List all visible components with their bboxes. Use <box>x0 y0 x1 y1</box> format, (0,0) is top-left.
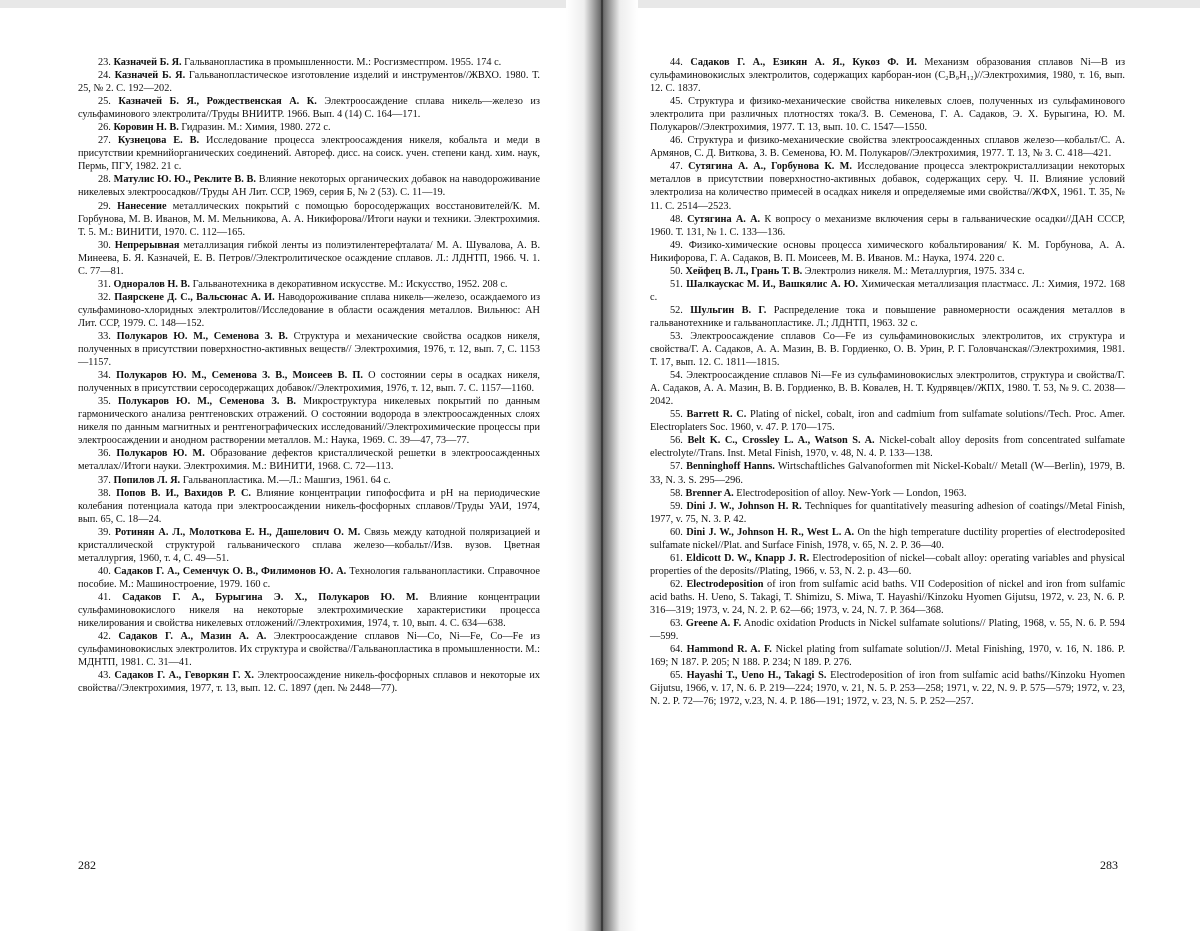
reference-number: 44. <box>670 57 683 68</box>
reference-number: 50. <box>670 265 683 277</box>
reference-entry <box>650 265 1125 278</box>
reference-authors: Dini J. W., Johnson H. R. <box>686 500 802 512</box>
reference-authors: Казначей Б. Я. <box>114 70 186 82</box>
reference-text: Wirtschaftliches Galvanoformen mit Nickel-Kobalt// Metall (W—Berlin), 1979, B. 33, N. 3. S. 295—296. <box>650 461 1125 486</box>
reference-number: 38. <box>98 487 111 499</box>
reference-authors: Садаков Г. А., Езикян А. Я., Кукоз Ф. И. <box>690 57 917 68</box>
reference-authors: Кузнецова Е. В. <box>117 135 200 147</box>
reference-number: 52. <box>670 304 683 316</box>
reference-entry <box>78 200 540 239</box>
reference-entry <box>78 291 540 330</box>
reference-number: 28. <box>98 174 111 186</box>
reference-authors: Dini J. W., Johnson H. R., West L. A. <box>686 526 855 538</box>
reference-number: 55. <box>670 409 683 421</box>
reference-authors: Одноралов Н. В. <box>113 278 190 290</box>
reference-text: Механизм образования сплавов Ni—B из сульфаминовокислых электролитов, содержащих карборан-ион (C₂B₉H₁₂)//Электрохимия, 1980, т. 16, вып. 12. С. 1837. <box>650 57 1126 95</box>
right-page-number: 283 <box>1100 858 1118 872</box>
reference-authors: Eldicott D. W., Knapp J. R. <box>686 552 810 564</box>
reference-entry <box>650 304 1125 330</box>
reference-text: О состоянии серы в осадках никеля, полученных в присутствии серосодержащих добавок//Электрохимия, 1976, т. 12, вып. 7. С. 1157—1160. <box>78 370 541 395</box>
reference-text: Микроструктура никелевых покрытий по данным гармонического анализа рентгеновских отражений. О состоянии водорода в электроосажденных слоях никеля по данным магнитных и рентгенографических исследований//Электрохимические процессы при электроосаждении и анодном растворении металлов. М.: Наука, 1969. С. 39—47, 73—77. <box>78 396 540 447</box>
reference-number: 31. <box>98 278 111 290</box>
reference-entry <box>650 669 1125 708</box>
reference-authors: Сутягина А. А. <box>687 213 761 225</box>
reference-text: Структура и физико-механические свойства электроосажденных сплавов железо—кобальт/С. А. Армянов, С. Д. Виткова, З. В. Семенова, Ю. М. Полукаров//Электрохимия, 1977. Т. 13, № 3. С. 418—421. <box>650 135 1126 160</box>
reference-authors: Полукаров Ю. М., Семенова З. В., Моисеев В. П. <box>116 370 363 382</box>
reference-entry <box>78 630 540 669</box>
reference-number: 54. <box>670 370 683 382</box>
reference-entry <box>650 552 1125 578</box>
reference-entry <box>650 617 1125 643</box>
reference-text: Распределение тока и повышение равномерности осаждения металлов в гальванотехнике и гальванопластике. Л.; ЛДНТП, 1963. 32 с. <box>650 304 1125 329</box>
reference-number: 32. <box>98 291 111 303</box>
reference-entry <box>78 69 540 95</box>
reference-entry <box>78 95 540 121</box>
left-reference-list <box>78 56 540 695</box>
reference-number: 61. <box>670 552 683 564</box>
reference-entry <box>78 591 540 630</box>
reference-number: 46. <box>670 135 683 147</box>
reference-number: 30. <box>98 239 111 251</box>
reference-number: 34. <box>98 370 111 382</box>
reference-entry <box>78 330 540 369</box>
reference-number: 23. <box>98 57 111 68</box>
reference-entry <box>78 369 540 395</box>
reference-entry <box>78 173 540 199</box>
reference-number: 36. <box>98 448 111 460</box>
reference-authors: Сутягина А. А., Горбунова К. М. <box>688 161 852 173</box>
reference-number: 53. <box>670 330 683 342</box>
reference-number: 39. <box>98 526 111 538</box>
reference-authors: Greene A. F. <box>685 618 742 630</box>
right-page <box>650 56 1125 708</box>
reference-authors: Садаков Г. А., Бурыгина Э. Х., Полукаров Ю. М. <box>122 591 419 603</box>
reference-authors: Полукаров Ю. М. <box>116 448 205 460</box>
reference-text: Гальванопластика. М.—Л.: Машгиз, 1961. 64 с. <box>182 474 391 486</box>
reference-entry <box>650 134 1125 160</box>
reference-text: Гальванопластика в промышленности. М.: Росгизместпром. 1955. 174 с. <box>184 57 502 68</box>
reference-entry <box>650 500 1125 526</box>
reference-number: 57. <box>670 461 683 473</box>
reference-entry <box>650 330 1125 369</box>
reference-number: 42. <box>98 631 111 643</box>
reference-authors: Коровин Н. В. <box>113 122 179 134</box>
reference-number: 41. <box>98 591 111 603</box>
reference-text: Электроосаждение сплава никель—железо из сульфаминового электролита//Труды ВНИИТР. 1966. Вып. 4 (14) С. 164—171. <box>78 96 540 121</box>
reference-text: Физико-химические основы процесса химического кобальтирования/ К. М. Горбунова, А. А. Никифорова, Г. А. Садаков, В. П. Моисеев, М. В. Иванов. М.: Наука, 1974. 220 с. <box>650 239 1125 264</box>
reference-number: 51. <box>670 278 683 290</box>
reference-text: К вопросу о механизме включения серы в гальванические осадки//ДАН СССР, 1960. Т. 131, № 1. С. 133—136. <box>650 213 1125 238</box>
reference-entry <box>650 56 1125 95</box>
reference-authors: Матулис Ю. Ю., Реклите В. В. <box>113 174 256 186</box>
reference-authors: Benninghoff Hanns. <box>686 461 775 473</box>
reference-number: 37. <box>98 474 111 486</box>
book-gutter <box>566 0 638 931</box>
reference-number: 29. <box>98 200 111 212</box>
reference-entry <box>78 278 540 291</box>
reference-entry <box>650 460 1125 486</box>
reference-entry <box>78 526 540 565</box>
reference-text: Plating of nickel, cobalt, iron and cadmium from sulfamate solutions//Tech. Proc. Amer. Electroplaters Soc. 1960, v. 47. P. 170—175. <box>650 409 1125 434</box>
reference-text: Структура и физико-механические свойства никелевых слоев, полученных из сульфаминового электролита при различных плотностях тока/З. В. Семенова, Г. А. Садаков, Э. Х. Бурыгина, Ю. М. Полукаров//Электрохимия, 1977. Т. 13, вып. 10. С. 1547—1550. <box>650 96 1125 134</box>
reference-authors: Шалкаускас М. И., Вашкялис А. Ю. <box>686 278 858 290</box>
reference-text: Влияние некоторых органических добавок на наводороживание никелевых электроосадков//Труды АН Лит. ССР, 1969, серия Б, № 2 (53). С. 11—19. <box>78 174 541 199</box>
reference-authors: Попилов Л. Я. <box>113 474 181 486</box>
reference-authors: Непрерывная <box>114 239 180 251</box>
reference-entry <box>650 526 1125 552</box>
reference-number: 27. <box>98 135 111 147</box>
reference-text: Влияние концентрации сульфаминовокислого никеля на некоторые электрохимические характеристики процесса никелирования и свойства никелевых отложений//Электрохимия, 1974, т. 10, вып. 4. С. 634—638. <box>78 591 540 630</box>
reference-entry <box>650 408 1125 434</box>
reference-entry <box>650 95 1125 134</box>
reference-authors: Казначей Б. Я. <box>113 57 182 68</box>
reference-text: Электроосаждение сплавов Ni—Co, Ni—Fe, Co—Fe из сульфаминовокислых электролитов. Их структура и свойства//Гальванопластика в промышленности. М.: МДНТП, 1981. С. 31—41. <box>78 631 541 669</box>
reference-text: Электроосаждение сплавов Ni—Fe из сульфаминовокислых электролитов, структура и свойства/Г. А. Садаков, А. А. Мазин, В. В. Гордиенко, В. В. Ковалев, Н. Т. Кудрявцев//ЖПХ, 1980. Т. 53, № 9. С. 2038—2042. <box>650 370 1125 408</box>
reference-text: Связь между катодной поляризацией и кристаллической структурой гальванического сплава железо—кобальт//Изв. вузов. Цветная металлургия, 1960, т. 4, С. 49—51. <box>78 526 541 564</box>
reference-number: 63. <box>670 618 683 630</box>
reference-text: of iron from sulfamic acid baths. VII Codeposition of nickel and iron from sulfamic acid baths. H. Ueno, S. Takagi, T. Shimizu, S. Miwa, T. Hayashi//Kinzoku Hyomen Gijutsu, 1972, v. 23, N. 6. P. 316—319; 1973, v. 24, N. 2. P. 62—66; 1973, v. 24, N. 7. P. 364—368. <box>650 578 1126 616</box>
reference-text: Исследование процесса электрокристаллизации некоторых металлов в присутствии поверхностно-активных добавок, содержащих серу. Ч. II. Влияние условий электролиза на количество примесей в осадках никеля и определяемые ими свойства//ЖФХ, 1961. Т. 35, № 11. С. 2514—2523. <box>650 161 1125 212</box>
reference-authors: Садаков Г. А., Семенчук О. В., Филимонов Ю. А. <box>113 565 347 577</box>
reference-entry <box>78 56 540 69</box>
reference-text: Nickel plating from sulfamate solution//J. Metal Finishing, 1970, v. 16, N. 186. P. 169; N 187. P. 205; N 188. P. 234; N 189. P. 276. <box>650 644 1126 669</box>
reference-number: 24. <box>98 70 111 82</box>
reference-number: 45. <box>670 96 683 108</box>
reference-number: 48. <box>670 213 683 225</box>
reference-number: 60. <box>670 526 683 538</box>
reference-number: 65. <box>670 670 683 682</box>
reference-authors: Barrett R. C. <box>686 409 747 421</box>
reference-text: металлических покрытий с помощью боросодержащих восстановителей/К. М. Горбунова, М. В. Иванов, М. М. Мельникова, А. А. Никифорова//Итоги науки и техники. Электрохимия. Т. 5. М.: ВИНИТИ, 1970. С. 112—165. <box>78 200 540 238</box>
reference-number: 25. <box>98 96 111 108</box>
reference-text: Структура и механические свойства осадков никеля, полученных в присутствии поверхностно-активных веществ// Электрохимия, 1976, т. 12, вып. 7, С. 1153—1157. <box>78 330 540 369</box>
left-page-number: 282 <box>78 858 96 872</box>
reference-entry <box>78 565 540 591</box>
reference-entry <box>650 434 1125 460</box>
reference-text: Гальванотехника в декоративном искусстве. М.: Искусство, 1952. 208 с. <box>192 278 508 290</box>
reference-number: 56. <box>670 435 683 447</box>
reference-text: Электроосаждение сплавов Co—Fe из сульфаминовокислых электролитов, их структура и свойства/Г. А. Садаков, А. А. Мазин, В. В. Гордиенко, О. В. Урин, Р. Г. Головчанская//Электрохимия, 1981. Т. 17, вып. 12. С. 1811—1815. <box>650 330 1125 369</box>
reference-entry <box>78 447 540 473</box>
reference-authors: Brenner A. <box>685 487 734 499</box>
reference-text: Электролиз никеля. М.: Металлургия, 1975. 334 с. <box>804 265 1025 277</box>
reference-number: 43. <box>98 670 111 682</box>
reference-number: 40. <box>98 565 111 577</box>
right-reference-list <box>650 56 1125 708</box>
reference-text: металлизация гибкой ленты из полиэтилентерефталата/ М. А. Шувалова, А. В. Минеева, Б. Я. Казначей, Е. В. Петров//Электролитическое осаждение сплавов. Л.: ЛДНТП, 1966. Ч. 1. С. 77—81. <box>78 239 541 277</box>
reference-entry <box>78 395 540 447</box>
reference-entry <box>650 239 1125 265</box>
reference-text: Технология гальванопластики. Справочное пособие. М.: Машиностроение, 1979. 160 с. <box>78 565 540 590</box>
reference-number: 59. <box>670 500 683 512</box>
reference-authors: Шульгин В. Г. <box>690 304 767 316</box>
reference-authors: Ротинян А. Л., Молоткова Е. Н., Дашелович О. М. <box>114 526 361 538</box>
reference-authors: Садаков Г. А., Мазин А. А. <box>118 631 267 643</box>
reference-entry <box>78 134 540 173</box>
reference-text: Гальванопластическое изготовление изделий и инструментов//ЖВХО. 1980. Т. 25, № 2. С. 192—202. <box>78 70 540 95</box>
reference-entry <box>650 578 1125 617</box>
reference-entry <box>650 643 1125 669</box>
reference-text: Химическая металлизация пластмасс. Л.: Химия, 1972. 168 с. <box>650 278 1125 303</box>
reference-entry <box>78 669 540 695</box>
reference-authors: Казначей Б. Я., Рождественская А. К. <box>118 96 317 108</box>
left-page <box>78 56 540 695</box>
reference-authors: Hayashi T., Ueno H., Takagi S. <box>686 670 827 682</box>
reference-number: 64. <box>670 644 683 656</box>
reference-authors: Полукаров Ю. М., Семенова З. В. <box>116 330 288 342</box>
reference-entry <box>78 121 540 134</box>
reference-text: Electrodeposition of nickel—cobalt alloy: operating variables and physical properties of the deposits//Plating, 1966, v. 53, N. 2. p. 43—60. <box>650 552 1126 577</box>
reference-text: Образование дефектов кристаллической решетки в электроосажденных металлах//Итоги науки. Электрохимия. М.: ВИНИТИ, 1968. С. 72—113. <box>78 448 540 473</box>
reference-authors: Паярскене Д. С., Вальсюнас А. И. <box>114 291 275 303</box>
reference-authors: Садаков Г. А., Геворкян Г. Х. <box>114 670 254 682</box>
reference-text: Nickel-cobalt alloy deposits from concentrated sulfamate electrolyte//Trans. Inst. Metal Finish, 1970, v. 48, N. 4. P. 133—138. <box>650 435 1125 460</box>
reference-number: 33. <box>98 330 111 342</box>
reference-number: 62. <box>670 578 683 590</box>
reference-text: On the high temperature ductility properties of electrodeposited sulfamate nickel//Plat. and Surface Finish, 1978, v. 65, N. 2. P. 36—40. <box>650 526 1125 551</box>
reference-authors: Electrodeposition <box>686 578 764 590</box>
reference-authors: Попов В. И., Вахидов Р. С. <box>116 487 251 499</box>
reference-text: Techniques for quantitatively measuring adhesion of coatings//Metal Finish, 1977, v. 75, N. 3. P. 42. <box>650 500 1125 525</box>
reference-text: Anodic oxidation Products in Nickel sulfamate solutions// Plating, 1968, v. 55, N. 6. P. 594—599. <box>650 618 1125 643</box>
reference-number: 35. <box>98 396 111 408</box>
reference-authors: Хейфец В. Л., Грань Т. В. <box>685 265 803 277</box>
reference-entry <box>650 278 1125 304</box>
reference-text: Гидразин. М.: Химия, 1980. 272 с. <box>181 122 331 134</box>
reference-entry <box>650 213 1125 239</box>
reference-authors: Belt K. C., Crossley L. A., Watson S. A. <box>687 435 875 447</box>
reference-text: Исследование процесса электроосаждения никеля, кобальта и меди в присутствии кремнийорганических соединений. Автореф. дисс. на соиск. учен. степени канд. хим. наук, Пермь, ПГУ, 1982. 21 с. <box>78 135 540 173</box>
reference-entry <box>78 239 540 278</box>
reference-entry <box>78 474 540 487</box>
reference-authors: Нанесение <box>117 200 167 212</box>
reference-text: Влияние концентрации гипофосфита и pH на периодические колебания потенциала катода при электроосаждении никель-фосфорных сплавов//Труды УАИ, 1974, вып. 65, С. 18—24. <box>78 487 540 525</box>
reference-number: 49. <box>670 239 683 251</box>
reference-authors: Полукаров Ю. М., Семенова З. В. <box>117 396 296 408</box>
reference-text: Electrodeposition of alloy. New-York — London, 1963. <box>736 487 967 499</box>
reference-text: Electrodeposition of iron from sulfamic acid baths//Kinzoku Hyomen Gijutsu, 1966, v. 17, N. 6. P. 219—224; 1970, v. 21, N. 5. P. 253—258; 1971, v. 22, N. 9. P. 575—579; 1972, v. 23, N. 2. P. 72—76; 1972, v.23, N. 4. P. 186—191; 1972, v. 23, N. 5. P. 252—257. <box>650 670 1126 708</box>
reference-number: 47. <box>670 161 683 173</box>
reference-entry <box>650 369 1125 408</box>
reference-number: 26. <box>98 122 111 134</box>
reference-authors: Hammond R. A. F. <box>686 644 772 656</box>
reference-entry <box>650 487 1125 500</box>
reference-number: 58. <box>670 487 683 499</box>
reference-entry <box>78 487 540 526</box>
reference-entry <box>650 160 1125 212</box>
reference-text: Электроосаждение никель-фосфорных сплавов и некоторые их свойства//Электрохимия, 1977, т. 13, вып. 12. С. 1897 (деп. № 2448—77). <box>78 670 540 695</box>
reference-text: Наводороживание сплава никель—железо, осаждаемого из сульфаминово-хлоридных электролитов//Исследование в области осаждения металлов. Вильнюс: АН Лит. ССР, 1979. С. 148—152. <box>78 291 541 329</box>
